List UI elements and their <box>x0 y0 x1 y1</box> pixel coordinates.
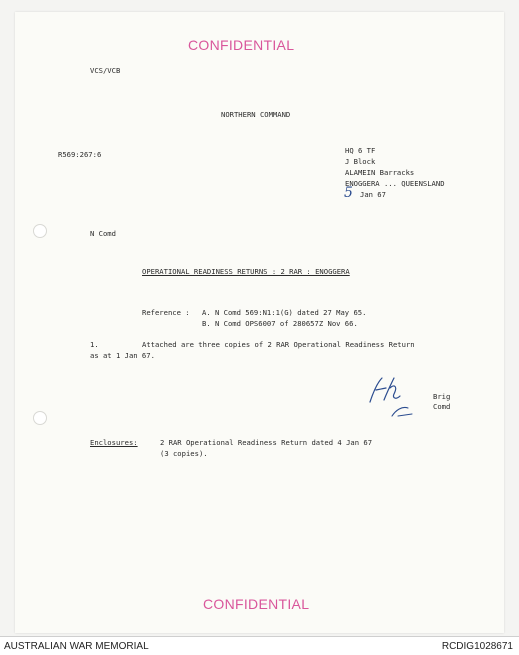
enclosures-line-2: (3 copies). <box>160 449 208 458</box>
paragraph-number: 1. <box>90 340 99 349</box>
handwritten-signature <box>364 372 420 422</box>
recipient: N Comd <box>90 229 116 238</box>
address-line: ALAMEIN Barracks <box>345 168 415 177</box>
confidential-stamp-bottom: CONFIDENTIAL <box>203 596 310 612</box>
reference-a: A. N Comd 569:N1:1(G) dated 27 May 65. <box>202 308 367 317</box>
archive-name: AUSTRALIAN WAR MEMORIAL <box>4 641 149 652</box>
reference-label: Reference : <box>142 308 190 317</box>
address-line: ENOGGERA ... QUEENSLAND <box>345 179 445 188</box>
archive-item-id: RCDIG1028671 <box>441 641 513 652</box>
paragraph-line-2: as at 1 Jan 67. <box>90 351 155 360</box>
command-title: NORTHERN COMMAND <box>221 110 291 119</box>
signatory-role: Comd <box>433 402 451 411</box>
punch-hole-bottom <box>33 411 47 425</box>
reference-b: B. N Comd OPS6007 of 280657Z Nov 66. <box>202 319 358 328</box>
file-reference: VCS/VCB <box>90 66 121 75</box>
enclosures-label: Enclosures: <box>90 438 138 447</box>
signatory-rank: Brig <box>433 392 451 401</box>
paragraph-line-1: Attached are three copies of 2 RAR Operational Readiness Return <box>142 340 415 349</box>
letter-date: Jan 67 <box>360 190 386 199</box>
address-line: HQ 6 TF <box>345 146 376 155</box>
reference-number: R569:267:6 <box>58 150 102 159</box>
confidential-stamp-top: CONFIDENTIAL <box>188 37 295 53</box>
address-line: J Block <box>345 157 376 166</box>
subject-heading: OPERATIONAL READINESS RETURNS : 2 RAR : ENOGGERA <box>142 267 350 276</box>
handwritten-date-day: 5 <box>344 185 353 201</box>
enclosures-line-1: 2 RAR Operational Readiness Return dated 4 Jan 67 <box>160 438 373 447</box>
archive-footer-bar <box>0 636 519 655</box>
punch-hole-top <box>33 224 47 238</box>
